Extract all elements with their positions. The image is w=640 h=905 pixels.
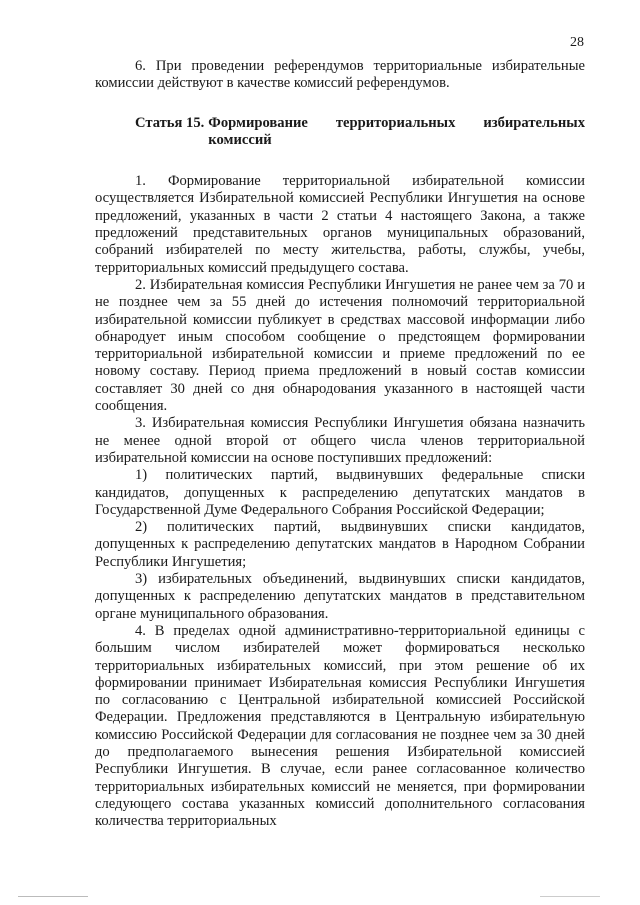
document-body	[95, 58, 585, 830]
page-number: 28	[570, 35, 584, 50]
subitem-1: 1) политических партий, выдвинувших федеральные списки кандидатов, допущенных к распределению депутатских мандатов в Государственной Думе Федерального Собрания Российской Федерации;	[95, 467, 585, 518]
article-title: Формирование территориальных избирательных комиссий	[208, 114, 585, 148]
subitem-2: 2) политических партий, выдвинувших списки кандидатов, допущенных к распределению депутатских мандатов в Народном Собрании Республики Ингушетия;	[95, 519, 585, 570]
scan-artifact-line	[540, 896, 600, 897]
paragraph-3: 3. Избирательная комиссия Республики Ингушетия обязана назначить не менее одной второй от общего числа членов территориальной избирательной комиссии на основе поступивших предложений:	[95, 415, 585, 466]
scan-artifact-line	[18, 896, 88, 897]
paragraph-4: 4. В пределах одной административно-территориальной единицы с большим числом избирателей может формироваться несколько территориальных избирательных комиссий, при этом решение об их формировании принимает Избирательная комиссия Республики Ингушетия по согласованию с Центральной избирательной комиссией Российской Федерации. Предложения представляются в Центральную избирательную комиссию Российской Федерации для согласования не позднее чем за 30 дней до предполагаемого вынесения решения Избирательной комиссией Республики Ингушетия. В случае, если ранее согласованное количество территориальных избирательных комиссий не меняется, при формировании следующего состава указанных комиссий дополнительного согласования количества территориальных	[95, 622, 585, 830]
article-heading	[95, 115, 585, 150]
paragraph-1: 1. Формирование территориальной избирательной комиссии осуществляется Избирательной комиссией Республики Ингушетия на основе предложений, указанных в части 2 статьи 4 настоящего Закона, а также предложений представительных органов муниципальных образований, собраний избирателей по месту жительства, работы, службы, учебы, территориальных комиссий предыдущего состава.	[95, 173, 585, 276]
subitem-3: 3) избирательных объединений, выдвинувших списки кандидатов, допущенных к распределению депутатских мандатов в представительном органе муниципального образования.	[95, 571, 585, 622]
intro-paragraph: 6. При проведении референдумов территориальные избирательные комиссии действуют в качестве комиссий референдумов.	[95, 58, 585, 92]
article-number: Статья 15.	[135, 114, 205, 131]
paragraph-2: 2. Избирательная комиссия Республики Ингушетия не ранее чем за 70 и не позднее чем за 55 дней до истечения полномочий территориальной избирательной комиссии публикует в средствах массовой информации либо обнародует иным способом сообщение о предстоящем формировании территориальной избирательной комиссии и приеме предложений по ее новому составу. Период приема предложений в новый состав комиссии составляет 30 дней со дня обнародования указанного в настоящей части сообщения.	[95, 276, 585, 415]
